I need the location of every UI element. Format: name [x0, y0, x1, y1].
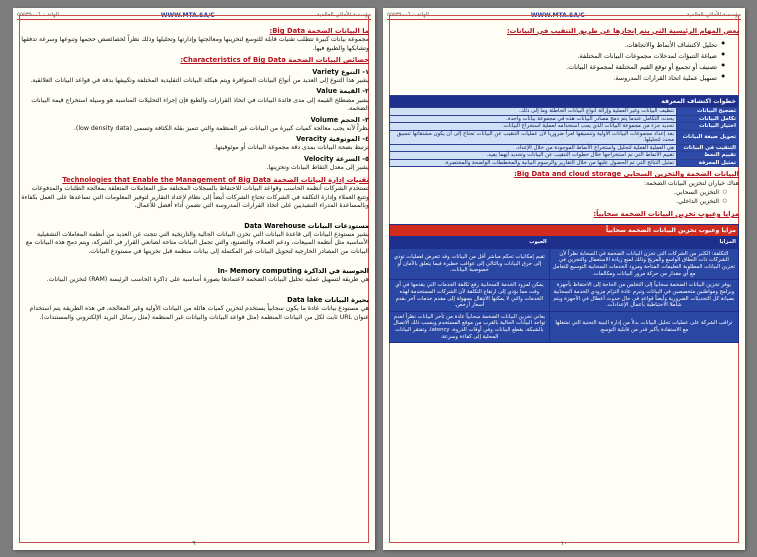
- heading-data-warehouse: مستودعات البيانات Data Warehouse: [244, 221, 369, 230]
- characteristic-volume-text: نظراً لأنه يجب معالجة كميات كبيرة من البيانات غير المنظمة والتي تتميز بقلة الكثافة وتسمى (low density data).: [73, 124, 369, 132]
- characteristic-value: ٢- القيمة Value: [316, 87, 369, 96]
- step-name: اختيار البيانات: [677, 123, 739, 130]
- disadvantage-cell: يمكن لمزود الخدمة السحابية رفع تكلفة الخدمات التي يقدمها في أي وقت مما يؤدي إلى ارتفاع التكلفة لأن الشركات المستخدمة لهذه الخدمات والتي لا يمكنها الانتقال بسهولة إلى مقدم خدمات آخر بقدم أسعار أرخص.: [390, 280, 550, 311]
- table-row: [390, 123, 739, 130]
- characteristic-variety-text: يشير هذا التنوع إلى العديد من أنواع البيانات المتوافرة ويتم هيكلة البيانات التقليدية المختلفة وتكييفها بدقة في قواعد البيانات العلائقية.: [30, 76, 369, 84]
- heading-big-data: ما البيانات الضخمة Big Data:: [269, 27, 369, 35]
- paragraph-in-memory: هي طريقة لتسهيل عملية تحليل البيانات الضخمة لاعتمادها بصورة أساسية على ذاكرة الحاسب الرئيسة (RAM) لتخزين البيانات.: [46, 276, 369, 284]
- characteristic-velocity-text: يشير إلى معدل التقاط البيانات وتخزينها.: [266, 164, 369, 172]
- heading-technologies: تقنيات إدارة البيانات الضخمة Technologies that Enable the Management of Big Data: [62, 175, 369, 184]
- list-item: ○ التخزين الداخلي.: [389, 198, 727, 207]
- step-name: تصحيح البيانات: [677, 108, 739, 115]
- table-row: [390, 248, 739, 279]
- mining-tasks-list: [389, 40, 725, 84]
- step-name: التنقيب في البيانات: [677, 144, 739, 151]
- paragraph-data-warehouse: يشير مستودع البيانات إلى قاعدة البيانات التي تخزن البيانات الحالية والتاريخية التي تتجت عن العديد من أنظمة المعاملات التشغيلية الأساسية مثل أنظمة المبيعات، ودعم العملاء، والتصنيع، والتي تجمل البيانات متاحة لصانعي القرار في الشركة، ويتم دمج هذه البيانات مع البيانات من المصادر الخارجية لتحويل البيانات غير المكتملة إلى بيانات منظمة قبل تخزينها في مستودع البيانات.: [25, 230, 369, 255]
- page-left: [13, 8, 375, 550]
- header-institution: مؤسسة الأمالي العالمية: [316, 12, 371, 18]
- heading-in-memory: الحوسبة في الذاكرة In- Memory computing: [217, 267, 369, 276]
- knowledge-steps-title: خطوات اكتشاف المعرفة: [390, 95, 739, 107]
- heading-mining-tasks: بعض المهام الرئيسية التي يتم إنجازها عن طريق التنقيب في البيانات:: [506, 27, 739, 35]
- advantage-cell: يوفر تخزين البيانات الضخمة سحابياً إلى التخلص من الحاجة إلى الاحتفاظ بأجهزة وبرامج ومواطنين متخصصين في البيانات وتبرم عادة التزام مزودي الخدمة السحابية بصيانة كل التحديثات الضرورية وأيضاً قواعد في حال حدوث أعطال في الأجهزة ويتم شاملا الاحتياطية بأعمال الإعدادات.: [549, 280, 738, 311]
- table-row: [390, 159, 739, 166]
- heading-pros-cons: مزايا وعيوب تخزين البيانات الضخمة سحابياً:: [593, 210, 739, 219]
- step-description: تمثيل النتائج التي تم الحصول عليها من خلال التقارير والرسوم البيانية والمخططات الواضحة والمختصرة.: [390, 159, 677, 166]
- characteristic-value-text: يشير مصطلح القيمة إلى مدى فائدة البيانات في اتخاذ القرارات والطبع فإن إجراء التحليلات المناسبة هو وسيلة استخراج قيمة البيانات الضخمة.: [31, 96, 369, 113]
- list-item: ● تسهيل عملية اتخاذ القرارات المدروسة.: [389, 73, 725, 84]
- step-name: تكامل البيانات: [677, 115, 739, 122]
- list-item: ● تحليل لاكتشاف الأنماط والاتجاهات.: [389, 40, 725, 51]
- characteristic-veracity: ٤- الموثوقية Veracity: [296, 135, 369, 144]
- table-row: [390, 311, 739, 342]
- storage-options-list: [389, 189, 727, 207]
- heading-cloud-storage: البيانات الضخمة والتخزين السحابي Big Data and cloud storage:: [514, 170, 739, 179]
- knowledge-steps-table: [389, 95, 739, 167]
- table-row: [390, 280, 739, 311]
- advantages-header: المزايا: [549, 237, 738, 249]
- paragraph-big-data: مجموعة بيانات كبيرة تتطلب تقنيات قابلة للتوسع لتخزينها ومعالجتها وإدارتها وتحليلها وذلك نظراً لخصائصص حجمها وتنوعها وسرعة تدفقها وتشابكها والطبيع فيها.: [21, 36, 369, 52]
- header-phone: الهاتف: ٥٥٥٣٩٠٠٦: [17, 12, 59, 18]
- table-row: [390, 144, 739, 151]
- step-description: تحديد جزء من مجموعة البيانات الذي يجب استخدامه لعملية استخراج البيانات.: [390, 123, 677, 130]
- pros-cons-title: مزايا وعيوب تخزين البيانات الضخمة سحابياً: [390, 224, 739, 237]
- step-name: تحويل صيغة البيانات: [677, 130, 739, 144]
- characteristic-veracity-text: ترتبط بصحة البيانات بمدى دقة مجموعة البيانات أو موثوقيتها.: [213, 144, 369, 152]
- list-item: ○ التخزين السحابي.: [389, 189, 727, 198]
- paragraph-technologies: تستخدم الشركات أنظمة الحاسب وقواعد البيانات للاحتفاظ بالسجلات المختلفة مثل المعاملات المتعلقة بمعالجة الطلبات والمدفوعات وتتبع العملاء وإدارة التكلفة في الشركات تحتاج الشركات أيضاً إلى نظام لإعداد التقارير لتوفير المعلومات التي تساعدها على العمل بكفاءة وبالمساعدة المدراء التنفيذيين على اتخاذ القرارات المدروسة التي تضمن أداء أفضل للأعمال.: [21, 184, 369, 210]
- paragraph-data-lake: هي مستودع بيانات عادة ما يكون سحابياً يستخدم لتخزين كميات هائلة من البيانات الأولية وغير المعالجة، في هذه الطريقة يتم استخدام عنوان URL ثابت لكل من البيانات المنظمة (مثل قواعد البيانات والبيانات غير المنظمة (مثل رسائل البريد الإلكتروني والمستندات).: [29, 305, 369, 321]
- disadvantage-cell: يعاني تخزين البيانات الضخمة سحابياً عادة من تأخر البيانات نظراً لعدم تواجد البيانات الحالية بالقرب من موقع المستخدم ويسبب ذلك الاتصال بالشبكة، بقطع البيانات وفي أوقات الذروة، latency، وتفتقر البيانات المحلية إلى كفاءة وسرعة.: [390, 311, 550, 342]
- disadvantage-cell: تقيم إمكانيات تحكم مباشر أقل من البيانات وقد تتعرض لعمليات تودي إلى خرق البيانات وبالتالي إلى عواقب خطيرة فيما يتعلق بالأمان أو خصوصية البيانات.: [390, 248, 550, 279]
- heading-data-lake: بحيرة البيانات Data lake: [287, 295, 369, 304]
- step-description: بعد إعداد مجموعات البيانات الأولية وتنسيقها أمراً ضرورياً لأن عمليات التنقيب عن البيانات تحتاج إلى أن يكون مشتقاتها تنسيق محدد لتحليلها.: [390, 130, 677, 144]
- header-url[interactable]: WWW.MTA.SA/C: [530, 11, 585, 19]
- step-description: تنظيف البيانات وغير العملية وإزالة أنواع البيانات الخاطئة وما إلى ذلك.: [390, 108, 677, 115]
- paragraph-cloud-storage: هناك خياران لتخزين البيانات الضخمة:: [643, 179, 739, 187]
- page-number: ١٠: [560, 540, 568, 547]
- page-number: ٩: [192, 540, 196, 547]
- advantage-cell: التكلفة: الكثير من الشركات التي تخزن البيانات الضخمة في السحابة نظراً لأن الشركات ذات النطاق الواسع والمزيج وذلك لمنع زيادة الاستعمال والتخزين في تخزين البيانات المطلوبة التعليمات المتاحة ومزود الخدمات السحابية التوسيع للتعامل مع أي مقدار من حركة مرور البيانات ومكالمات.: [549, 248, 738, 279]
- step-description: تقييم الأنماط التي تم استخراجها خلال خطوات التنقيب عن البيانات وتحديد أيهما يفيد.: [390, 152, 677, 159]
- page-content: [389, 24, 739, 536]
- page-right: [383, 8, 745, 550]
- header-url[interactable]: WWW.MTA.SA/C: [160, 11, 215, 19]
- characteristic-velocity: ٥- السرعة Velocity: [303, 154, 369, 163]
- table-row: [390, 115, 739, 122]
- step-name: تقييم النمط: [677, 152, 739, 159]
- page-content: [19, 24, 369, 536]
- header-institution: مؤسسة الأمالي العالمية: [686, 12, 741, 18]
- advantage-cell: تراقب الشركة على عمليات تحليل البيانات بدلاً من إدارة البنية التحتية التي تشغلها مع الاستفادة بأكبر قدر من قابلية التوسع.: [549, 311, 738, 342]
- header-phone: الهاتف: ٥٥٥٣٩٠٠٦: [387, 12, 429, 18]
- pros-cons-table: [389, 224, 739, 344]
- table-row: [390, 130, 739, 144]
- disadvantages-header: العيوب: [390, 237, 550, 249]
- list-item: ● صياغة التنبؤات لمدخلات مجموعات البيانات المختلفة.: [389, 51, 725, 62]
- characteristic-volume: ٣- الحجم Volume: [310, 115, 369, 124]
- step-description: هي العملية الفعلية لتحليل واستخراج الأنماط الموجودة من خلال الإعداد.: [390, 144, 677, 151]
- heading-characteristics: خصائص البيانات الضخمة Characteristics of Big Data:: [180, 56, 369, 65]
- list-item: ● تصنيف أو تجميع أو توقع القيم المختلفة لمجموعة البيانات.: [389, 62, 725, 73]
- table-row: [390, 152, 739, 159]
- step-description: يحدث التكامل عندما يتم دمج مصادر البيانات هذه في مجموعة بيانات واحدة.: [390, 115, 677, 122]
- step-name: تمثيل المعرفة: [677, 159, 739, 166]
- characteristic-variety: ١- التنوع Variety: [312, 67, 369, 76]
- table-row: [390, 108, 739, 115]
